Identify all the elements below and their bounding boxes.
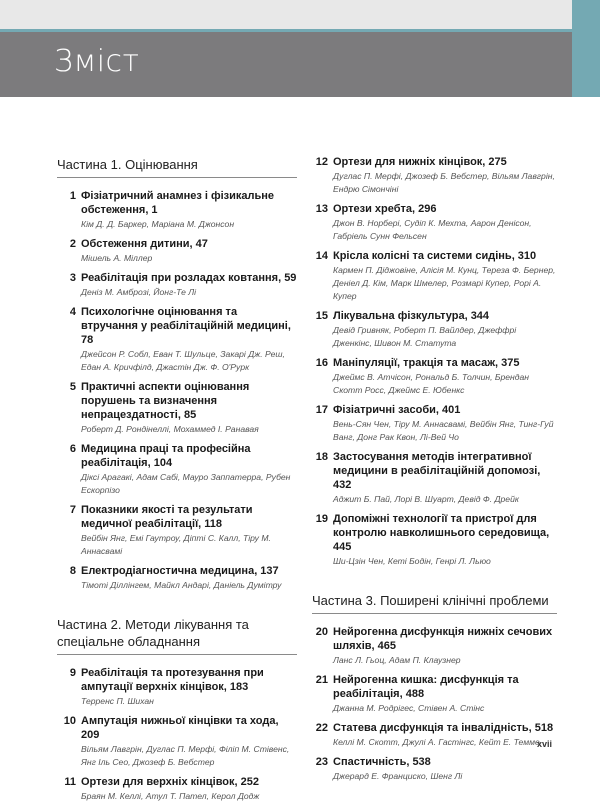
toc-entry[interactable] <box>312 309 557 350</box>
chapter-title[interactable]: Нейрогенна дисфункція нижніх сечових шляхів, 465 <box>333 626 553 652</box>
toc-entry[interactable] <box>57 775 297 803</box>
chapter-title[interactable]: Обстеження дитини, 47 <box>81 238 208 250</box>
toc-entry[interactable] <box>57 237 297 265</box>
toc-entry[interactable] <box>57 714 297 769</box>
chapter-title[interactable]: Ампутація нижньої кінцівки та хода, 209 <box>81 715 279 741</box>
toc-entry[interactable] <box>57 564 297 592</box>
chapter-authors: Мішель А. Міллер <box>81 253 153 263</box>
chapter-title[interactable]: Лікувальна фізкультура, 344 <box>333 310 490 322</box>
part-heading: Частина 1. Оцінювання <box>57 156 297 178</box>
chapter-number: 14 <box>315 250 328 262</box>
chapter-title[interactable]: Реабілітація та протезування при ампутації верхніх кінцівок, 183 <box>81 667 264 693</box>
chapter-number: 1 <box>69 190 76 202</box>
toc-entry[interactable] <box>312 721 557 749</box>
chapter-title[interactable]: Маніпуляції, тракція та масаж, 375 <box>333 357 520 369</box>
chapter-number: 2 <box>69 238 76 250</box>
chapter-title[interactable]: Ортези для нижніх кінцівок, 275 <box>333 156 507 168</box>
chapter-title[interactable]: Показники якості та результати медичної реабілітації, 118 <box>81 504 253 530</box>
toc-entry[interactable] <box>312 450 557 506</box>
toc-entry[interactable] <box>312 755 557 783</box>
toc-entry[interactable] <box>312 512 557 568</box>
toc-entry[interactable] <box>57 189 297 231</box>
chapter-authors: Вень-Сян Чен, Тіру М. Аннасвамі, Вейбін Янг, Тинг-Гуй Ванг, Донг Рак Квон, Лі-Вей Чо <box>333 419 554 442</box>
top-strip <box>0 0 572 29</box>
chapter-authors: Ланс Л. Гьоц, Адам П. Клаузнер <box>333 655 461 665</box>
chapter-title[interactable]: Нейрогенна кишка: дисфункція та реабілітація, 488 <box>333 674 519 700</box>
chapter-number: 19 <box>315 513 328 525</box>
chapter-number: 22 <box>315 722 328 734</box>
toc-entry[interactable] <box>312 625 557 667</box>
toc-entry[interactable] <box>57 503 297 558</box>
chapter-authors: Келлі М. Скотт, Джулі А. Гастінгс, Кейт Е. Темме <box>333 737 540 747</box>
chapter-authors: Тімоті Діллінгем, Майкл Андарі, Даніель Думітру <box>81 580 282 590</box>
chapter-number: 20 <box>315 626 328 638</box>
chapter-authors: Роберт Д. Рондінеллі, Мохаммед І. Ранавая <box>81 424 259 434</box>
chapter-authors: Деніз М. Амброзі, Йонг-Те Лі <box>81 287 197 297</box>
chapter-number: 7 <box>69 504 76 516</box>
chapter-title[interactable]: Медицина праці та професійна реабілітація, 104 <box>81 443 251 469</box>
chapter-title[interactable]: Практичні аспекти оцінювання порушень та визначення непрацездатності, 85 <box>81 381 250 421</box>
chapter-number: 10 <box>63 715 76 727</box>
toc-entry[interactable] <box>312 155 557 196</box>
chapter-number: 21 <box>315 674 328 686</box>
toc-entry[interactable] <box>312 403 557 444</box>
chapter-title[interactable]: Фізіатричний анамнез і фізикальне обстеження, 1 <box>81 190 275 216</box>
toc-entry[interactable] <box>57 271 297 299</box>
chapter-title[interactable]: Крісла колісні та системи сидінь, 310 <box>333 250 537 262</box>
chapter-number: 12 <box>315 156 328 168</box>
page-title: Зміст <box>54 44 140 79</box>
chapter-title[interactable]: Фізіатричні засоби, 401 <box>333 404 461 416</box>
chapter-number: 13 <box>315 203 328 215</box>
chapter-authors: Кім Д. Д. Баркер, Маріана М. Джонсон <box>81 219 235 229</box>
chapter-number: 9 <box>69 667 76 679</box>
page-number: xvii <box>537 739 553 749</box>
chapter-authors: Діксі Арагакі, Адам Сабі, Мауро Заппатерра, Рубен Ескорпізо <box>81 472 291 495</box>
toc-entry[interactable] <box>312 673 557 715</box>
accent-tab <box>572 0 600 97</box>
toc-entry[interactable] <box>57 380 297 436</box>
part-heading: Частина 2. Методи лікування та спеціальне обладнання <box>57 616 297 655</box>
chapter-number: 17 <box>315 404 328 416</box>
chapter-authors: Джеймс В. Атчісон, Рональд Б. Толчин, Брендан Скотт Росс, Джеймс Е. Юбенкс <box>333 372 530 395</box>
chapter-authors: Джерард Е. Франциско, Шенг Лі <box>333 771 463 781</box>
chapter-number: 5 <box>69 381 76 393</box>
toc-entry[interactable] <box>312 356 557 397</box>
chapter-number: 3 <box>69 272 76 284</box>
chapter-authors: Джанна М. Родрігес, Стівен А. Стінс <box>333 703 485 713</box>
chapter-authors: Браян М. Келлі, Атул Т. Пател, Керол Додж <box>81 791 260 801</box>
toc-left-column <box>57 156 297 809</box>
chapter-authors: Вейбін Янг, Емі Гаутроу, Діпті С. Калл, Тіру М. Аннасвамі <box>81 533 271 556</box>
toc-entry[interactable] <box>312 249 557 303</box>
chapter-authors: Вільям Лавгрін, Дуглас П. Мерфі, Філіп М. Стівенс, Янг Іль Сео, Джозеф Б. Вебстер <box>81 744 290 767</box>
chapter-title[interactable]: Статева дисфункція та інвалідність, 518 <box>333 722 554 734</box>
chapter-number: 8 <box>69 565 76 577</box>
chapter-title[interactable]: Спастичність, 538 <box>333 756 431 768</box>
chapter-authors: Аджит Б. Пай, Лорі В. Шуарт, Девід Ф. Дрейк <box>333 494 519 504</box>
toc-entry[interactable] <box>57 666 297 708</box>
chapter-number: 11 <box>64 776 76 788</box>
chapter-number: 15 <box>315 310 328 322</box>
chapter-number: 16 <box>315 357 328 369</box>
toc-right-column <box>312 155 557 789</box>
chapter-authors: Девід Гривняк, Роберт П. Вайлдер, Джеффрі Дженкінс, Шивон М. Статута <box>333 325 517 348</box>
toc-entry[interactable] <box>312 202 557 243</box>
chapter-number: 6 <box>69 443 76 455</box>
chapter-authors: Джон В. Норбері, Судіп К. Мехта, Аарон Денісон, Габріель Сунн Фельсен <box>333 218 532 241</box>
chapter-title[interactable]: Допоміжні технології та пристрої для контролю навколишнього середовища, 445 <box>333 513 550 553</box>
chapter-number: 23 <box>315 756 328 768</box>
chapter-title[interactable]: Ортези для верхніх кінцівок, 252 <box>81 776 259 788</box>
chapter-title[interactable]: Ортези хребта, 296 <box>333 203 437 215</box>
toc-entry[interactable] <box>57 442 297 497</box>
chapter-number: 18 <box>315 451 328 463</box>
chapter-title[interactable]: Електродіагностична медицина, 137 <box>81 565 279 577</box>
chapter-title[interactable]: Психологічне оцінювання та втручання у реабілітаційній медицині, 78 <box>81 306 291 346</box>
chapter-title[interactable]: Застосування методів інтегративної медицини в реабілітаційній допомозі, 432 <box>333 451 541 491</box>
chapter-title[interactable]: Реабілітація при розладах ковтання, 59 <box>81 272 297 284</box>
chapter-authors: Джейсон Р. Собл, Еван Т. Шульце, Закарі Дж. Реш, Едан А. Кричфілд, Джастін Дж. Ф. О'Рурк <box>81 349 285 372</box>
toc-entry[interactable] <box>57 305 297 374</box>
chapter-authors: Дуглас П. Мерфі, Джозеф Б. Вебстер, Вільям Лавгрін, Ендрю Сімончіні <box>333 171 555 194</box>
chapter-authors: Кармен П. Діджовіне, Алісія М. Кунц, Тереза Ф. Бернер, Деніел Д. Кім, Марк Шмелер, Розмарі Купер, Рорі А. Купер <box>333 265 556 301</box>
part-heading: Частина 3. Поширені клінічні проблеми <box>312 592 557 614</box>
chapter-number: 4 <box>69 306 76 318</box>
chapter-authors: Терренс П. Шихан <box>81 696 154 706</box>
chapter-authors: Ши-Цзін Чен, Кеті Бодін, Генрі Л. Льюо <box>333 556 491 566</box>
